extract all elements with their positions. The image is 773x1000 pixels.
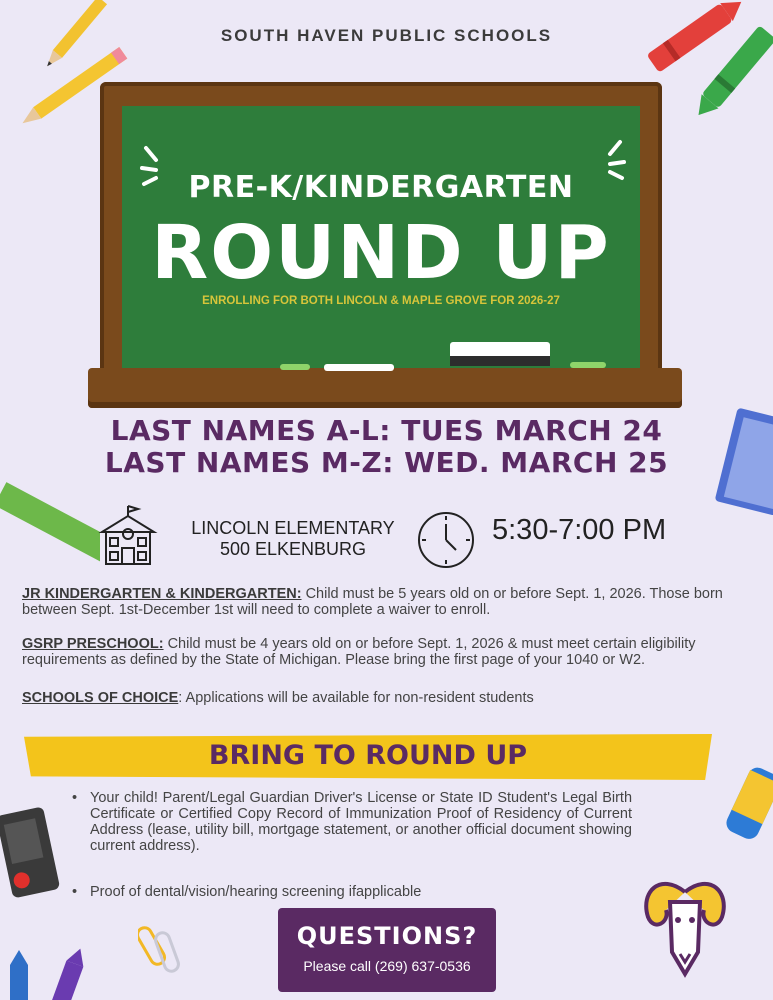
questions-phone[interactable]: Please call (269) 637-0536 — [303, 958, 471, 974]
date-line-a-l: LAST NAMES A-L: TUES MARCH 24 — [110, 414, 663, 447]
board-subtitle: PRE-K/KINDERGARTEN — [188, 170, 574, 205]
event-time: 5:30-7:00 PM — [492, 514, 667, 546]
board-title: ROUND UP — [151, 210, 611, 296]
eligibility-gsrp — [22, 636, 752, 668]
eligibility-choice — [22, 690, 752, 706]
eligibility-text: Child must be 5 years old on or before Sept. 1, 2026. Those born between Sept. 1st-December 1st will need to complete a waiver to enroll. — [22, 586, 723, 618]
eligibility-text: : Applications will be available for non-resident students — [178, 690, 534, 706]
crayon-icon — [0, 945, 105, 1000]
location-address: 500 ELKENBURG — [219, 539, 367, 559]
board-tagline: ENROLLING FOR BOTH LINCOLN & MAPLE GROVE FOR 2026-27 — [202, 295, 560, 307]
eraser-icon — [280, 336, 610, 372]
eligibility-label: GSRP PRESCHOOL: — [22, 636, 164, 652]
questions-box — [278, 908, 496, 992]
chalkboard-ledge — [88, 368, 682, 408]
event-location — [188, 518, 398, 560]
paperclip-icon — [138, 922, 183, 977]
bring-list-extra — [72, 884, 632, 900]
bring-list — [72, 790, 632, 854]
school-building-icon — [96, 504, 160, 568]
list-item-text: Parent/Legal Guardian Driver's License or State ID — [162, 790, 493, 806]
list-item-text: Your child! — [90, 790, 158, 806]
ruler-icon — [0, 478, 100, 584]
pencil-sharpener-icon — [0, 800, 64, 905]
date-line-m-z: LAST NAMES M-Z: WED. MARCH 25 — [104, 446, 669, 479]
district-name: SOUTH HAVEN PUBLIC SCHOOLS — [220, 26, 553, 45]
clock-icon — [416, 510, 476, 570]
list-item: • Proof of dental/vision/hearing screening ifapplicable — [72, 884, 632, 900]
eligibility-label: JR KINDERGARTEN & KINDERGARTEN: — [22, 586, 302, 602]
eligibility-kindergarten — [22, 586, 752, 618]
eligibility-label: SCHOOLS OF CHOICE — [22, 690, 179, 706]
list-item-text: Student's Legal Birth Certificate or Certified Copy Record of Immunization — [90, 790, 633, 822]
eligibility-text: Child must be 4 years old on or before Sept. 1, 2026 & must meet certain eligibility requirements as defined by the State of Michigan. Please bring the first page of your 1040 or W2. — [22, 636, 696, 668]
highlighter-icon — [720, 762, 773, 862]
bring-heading: BRING TO ROUND UP — [208, 740, 528, 771]
list-item — [72, 790, 632, 854]
location-name: LINCOLN ELEMENTARY — [191, 518, 395, 538]
list-item-text: Proof of Residency of Current Address (lease, utility bill, mortgage statement, or another official document showing current address). — [90, 806, 632, 854]
ram-mascot-icon — [640, 862, 730, 984]
questions-heading: QUESTIONS? — [296, 922, 478, 950]
